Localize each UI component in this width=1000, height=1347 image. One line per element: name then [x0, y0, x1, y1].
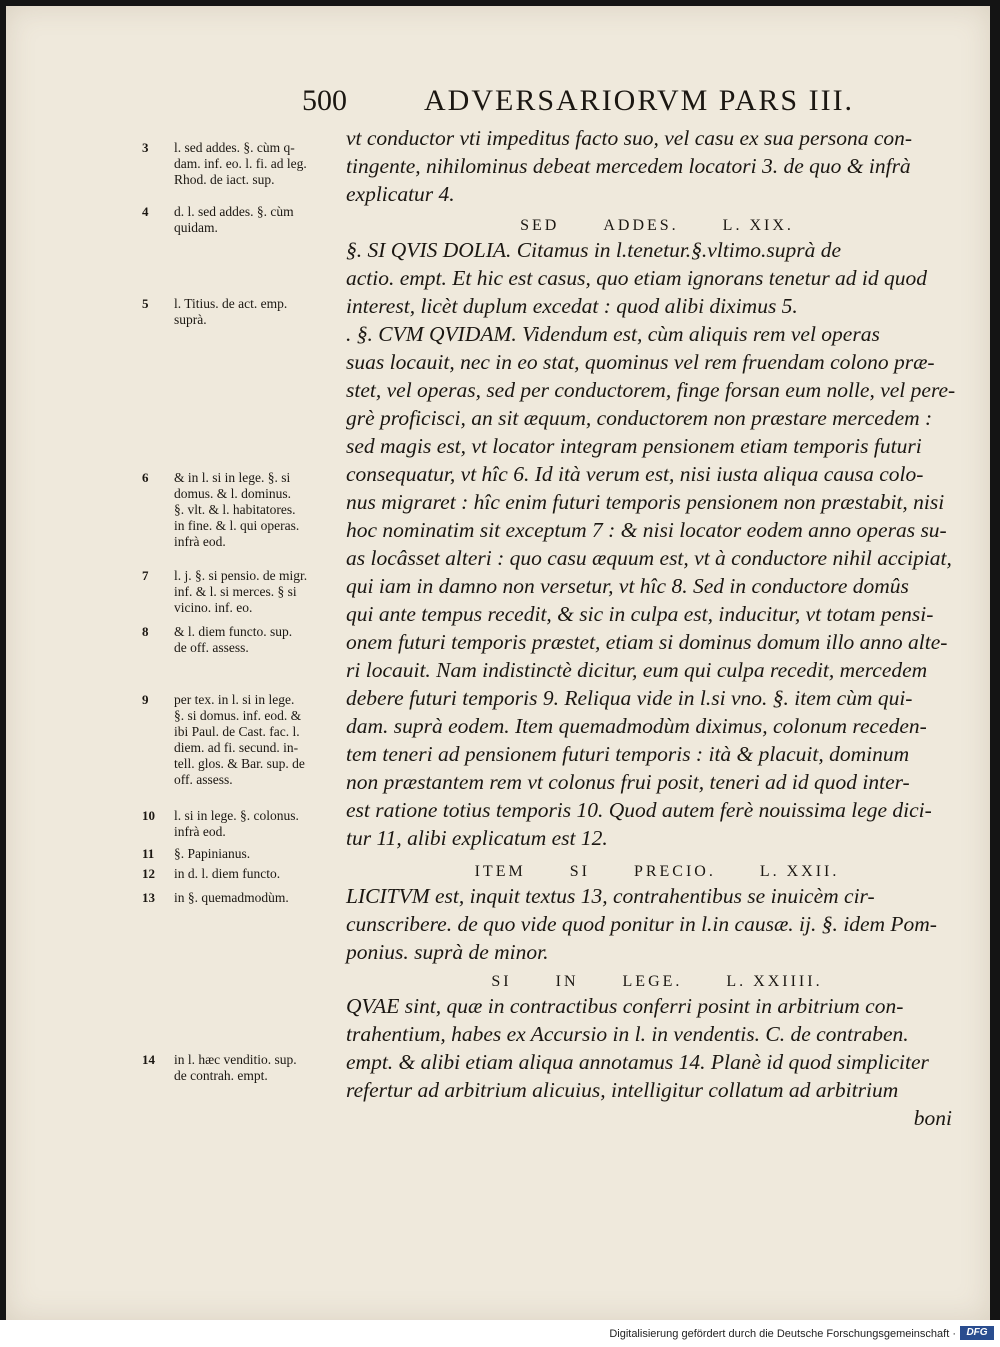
note-number: 11 — [142, 846, 155, 861]
catchword: boni — [913, 1106, 952, 1130]
text-line: ri locauit. Nam indistinctè dicitur, eum qui culpa recedit, mercedem — [346, 658, 928, 682]
text-line: ponius. suprà de minor. — [346, 940, 549, 964]
text-line: qui iam in damno non versetur, vt hîc 8. Sed in conductore domûs — [346, 574, 909, 598]
section-heading: SI IN LEGE. L. XXIIII. — [491, 973, 823, 990]
page-header — [6, 84, 990, 124]
note-number: 4 — [142, 204, 149, 219]
note-number: 5 — [142, 296, 149, 311]
text-line: tem teneri ad pensionem futuri temporis : ità & placuit, dominum — [346, 742, 910, 766]
text-line: onem futuri temporis præstet, etiam si dominus domum illo anno alte- — [346, 630, 948, 654]
text-line: interest, licèt duplum excedat : quod alibi diximus 5. — [346, 294, 798, 318]
text-line: explicatur 4. — [346, 182, 455, 206]
digitization-credit: Digitalisierung gefördert durch die Deutsche Forschungsgemeinschaft · — [609, 1328, 956, 1340]
text-line: stet, vel operas, sed per conductorem, finge forsan eum nolle, vel pere- — [346, 378, 956, 402]
text-line: debere futuri temporis 9. Reliqua vide in l.si vno. §. item cùm qui- — [346, 686, 913, 710]
note-number: 9 — [142, 692, 149, 707]
page-number: 500 — [302, 84, 347, 117]
text-line: qui ante tempus recedit, & sic in culpa est, inducitur, vt totam pensi- — [346, 602, 934, 626]
note-number: 10 — [142, 808, 155, 823]
text-line: sed magis est, vt locator integram pensionem etiam temporis futuri — [346, 434, 922, 458]
text-line: non præstantem rem vt colonus frui posit, teneri ad id quod inter- — [346, 770, 910, 794]
note-number: 13 — [142, 890, 155, 905]
book-page: 500 ADVERSARIORVM PARS III. vt conductor vti impeditus facto suo, vel casu ex sua persona con- tingente, nihilominus debeat mercedem locatori 3. de quo & infrà explicatur 4. SED ADDES. L. XIX. §. SI QVIS DOLIA. Citamus in l.tenetur.§.vltimo.suprà de actio. empt. Et hic est casus, quo etiam ignorans tenetur ad id quod interest, licèt duplum excedat : quod alibi diximus 5. . §. CVM QVIDAM. Videndum est, cùm aliquis rem vel operas suas locauit, nec in eo stat, quominus vel rem fruendam colono præ- stet, vel operas, sed per conductorem, finge forsan eum nolle, vel pere- grè proficisci, an sit æquum, conductorem non præstare mercedem : sed magis est, vt locator integram pensionem etiam temporis futuri consequatur, vt hîc 6. Id ità verum est, nisi iusta aliqua causa colo- nus migraret : hîc enim futuri temporis pensionem non præstabit, nisi hoc nominatim sit exceptum 7 : & nisi locator eodem anno operas su- as locâsset alteri : quo casu æquum est, vt à conductore nihil accipiat, qui iam in damno non versetur, vt hîc 8. Sed in conductore domûs qui ante tempus recedit, & sic in culpa est, inducitur, vt totam pensi- onem futuri temporis præstet, etiam si dominus domum illo anno alte- ri locauit. Nam indistinctè dicitur, eum qui culpa recedit, mercedem debere futuri temporis 9. Reliqua vide in l.si vno. §. item cùm qui- dam. suprà eodem. Item quemadmodùm diximus, colonum receden- tem teneri ad pensionem futuri temporis : ità & placuit, dominum non præstantem rem vt colonus frui posit, teneri ad id quod inter- est ratione totius temporis 10. Quod autem ferè nouissima lege dici- tur 11, alibi explicatum est 12. ITEM SI PRECIO. L. XXII. LICITVM est, inquit textus 13, contrahentibus se inuicèm cir- cunscribere. de quo vide quod ponitur in l.in causæ. ij. §. idem Pom- ponius. suprà de minor. SI IN LEGE. L. XXIIII. QVAE sint, quæ in contractibus conferri posint in arbitrium con- trahentium, habes ex Accursio in l. in vendentis. C. de contraben. empt. & alibi etiam aliqua annotamus 14. Planè id quod simpliciter refertur ad arbitrium alicuius, intelligitur collatum ad arbitrium boni 3 l. sed addes. §. cùm q- dam. inf. eo. l. fi. ad leg. Rhod. de iact. sup. 4 d. l. sed addes. §. cùm quidam. 5 l. Titius. de act. emp. suprà. 6 & in l. si in lege. §. si domus. & l. dominus. §. vlt. & l. habitatores. in fine. & l. qui operas. infrà eod. 7 l. j. §. si pensio. de migr. inf. & l. si merces. § si vicino. inf. eo. 8 & l. diem functo. sup. de off. assess. 9 per tex. in l. si in lege. §. si domus. inf. eod. & ibi Paul. de Cast. fac. l. diem. ad fi. secund. in- tell. glos. & Bar. sup. de off. assess. 10 l. si in lege. §. colonus. infrà eod. 11 §. Papinianus. 12 in d. l. diem functo. 13 in §. quemadmodùm. 14 in l. hæc venditio. sup. de contrah. empt. — [6, 6, 990, 1320]
note-number: 7 — [142, 568, 149, 583]
text-line: vt conductor vti impeditus facto suo, vel casu ex sua persona con- — [346, 126, 913, 150]
text-line: trahentium, habes ex Accursio in l. in vendentis. C. de contraben. — [346, 1022, 909, 1046]
text-line: consequatur, vt hîc 6. Id ità verum est, nisi iusta aliqua causa colo- — [346, 462, 924, 486]
text-line: grè proficisci, an sit æquum, conductorem non præstare mercedem : — [346, 406, 933, 430]
text-line: refertur ad arbitrium alicuius, intelligitur collatum ad arbitrium — [346, 1078, 899, 1102]
text-line: suas locauit, nec in eo stat, quominus vel rem fruendam colono præ- — [346, 350, 935, 374]
text-line: hoc nominatim sit exceptum 7 : & nisi locator eodem anno operas su- — [346, 518, 947, 542]
running-title: ADVERSARIORVM PARS III. — [424, 84, 855, 117]
text-line: dam. suprà eodem. Item quemadmodùm diximus, colonum receden- — [346, 714, 927, 738]
text-line: as locâsset alteri : quo casu æquum est, vt à conductore nihil accipiat, — [346, 546, 952, 570]
text-line: §. SI QVIS DOLIA. Citamus in l.tenetur.§.vltimo.suprà de — [346, 238, 842, 262]
text-line: empt. & alibi etiam aliqua annotamus 14. Planè id quod simpliciter — [346, 1050, 929, 1074]
dfg-logo: DFG — [960, 1326, 994, 1340]
note-number: 6 — [142, 470, 149, 485]
text-line: . §. CVM QVIDAM. Videndum est, cùm aliquis rem vel operas — [346, 322, 880, 346]
section-heading: SED ADDES. L. XIX. — [520, 217, 794, 234]
text-line: LICITVM est, inquit textus 13, contrahentibus se inuicèm cir- — [346, 884, 875, 908]
note-number: 12 — [142, 866, 155, 881]
note-number: 14 — [142, 1052, 155, 1067]
text-line: QVAE sint, quæ in contractibus conferri posint in arbitrium con- — [346, 994, 904, 1018]
note-number: 8 — [142, 624, 149, 639]
text-line: nus migraret : hîc enim futuri temporis pensionem non præstabit, nisi — [346, 490, 945, 514]
text-line: est ratione totius temporis 10. Quod autem ferè nouissima lege dici- — [346, 798, 932, 822]
text-line: tingente, nihilominus debeat mercedem locatori 3. de quo & infrà — [346, 154, 911, 178]
text-line: cunscribere. de quo vide quod ponitur in l.in causæ. ij. §. idem Pom- — [346, 912, 937, 936]
section-heading: ITEM SI PRECIO. L. XXII. — [474, 863, 840, 880]
note-number: 3 — [142, 140, 149, 155]
footer-bar — [0, 1320, 1000, 1347]
text-line: actio. empt. Et hic est casus, quo etiam ignorans tenetur ad id quod — [346, 266, 928, 290]
text-line: tur 11, alibi explicatum est 12. — [346, 826, 608, 850]
